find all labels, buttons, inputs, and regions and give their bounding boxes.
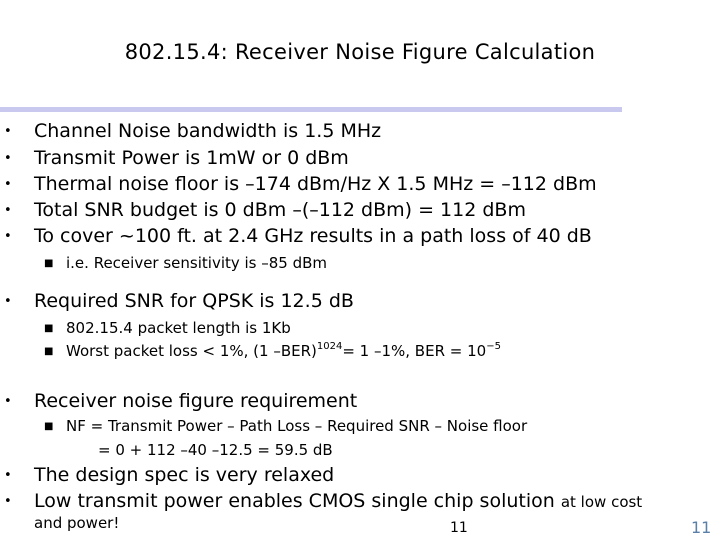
sub-bullet-text: NF = Transmit Power – Path Loss – Required SNR – Noise floor <box>66 417 528 435</box>
bullet-text: Thermal noise floor is –174 dBm/Hz X 1.5 MHz = –112 dBm <box>34 173 597 195</box>
page-number-corner: 11 <box>691 518 712 537</box>
bullet-text: Receiver noise figure requirement <box>34 390 358 412</box>
sub-bullet-item <box>44 318 291 339</box>
bullet-icon: • <box>4 494 12 509</box>
bullet-icon: • <box>4 124 12 139</box>
bullet-item <box>4 199 526 222</box>
square-bullet-icon: ■ <box>44 421 54 432</box>
sub-bullet-continuation: = 0 + 112 –40 –12.5 = 59.5 dB <box>98 441 333 459</box>
bullet-text: Total SNR budget is 0 dBm –(–112 dBm) = 112 dBm <box>34 199 526 221</box>
bullet-icon: • <box>4 394 12 409</box>
bullet-item <box>4 120 381 143</box>
sub-bullet-text-mid: = 1 –1%, BER = 10 <box>342 342 487 360</box>
slide-title: 802.15.4: Receiver Noise Figure Calculation <box>124 40 596 64</box>
sub-bullet-item <box>44 253 327 274</box>
sub-bullet-text: i.e. Receiver sensitivity is –85 dBm <box>66 254 328 272</box>
bullet-icon: • <box>4 203 12 218</box>
bullet-item <box>4 464 334 487</box>
square-bullet-icon: ■ <box>44 346 54 357</box>
bullet-text: Low transmit power enables CMOS single chip solution <box>34 490 555 512</box>
bullet-icon: • <box>4 177 12 192</box>
bullet-icon: • <box>4 229 12 244</box>
title-divider <box>0 107 622 112</box>
bullet-icon: • <box>4 294 12 309</box>
bullet-text: To cover ~100 ft. at 2.4 GHz results in a path loss of 40 dB <box>34 225 592 247</box>
sub-bullet-item <box>44 341 501 362</box>
exponent: 1024 <box>316 341 343 352</box>
square-bullet-icon: ■ <box>44 258 54 269</box>
bullet-text-tail: at low cost <box>560 493 643 511</box>
bullet-text: The design spec is very relaxed <box>34 464 335 486</box>
square-bullet-icon: ■ <box>44 323 54 334</box>
bullet-icon: • <box>4 468 12 483</box>
bullet-item <box>4 490 642 513</box>
exponent: −5 <box>486 341 501 352</box>
bullet-item <box>4 147 349 170</box>
sub-bullet-text-pre: Worst packet loss < 1%, (1 –BER) <box>66 342 317 360</box>
bullet-text: Transmit Power is 1mW or 0 dBm <box>34 147 349 169</box>
bullet-continuation: and power! <box>34 514 120 532</box>
bullet-item <box>4 290 354 313</box>
bullet-text: Channel Noise bandwidth is 1.5 MHz <box>34 120 382 142</box>
page-number: 11 <box>450 520 468 536</box>
bullet-icon: • <box>4 151 12 166</box>
bullet-item <box>4 225 592 248</box>
bullet-text: Required SNR for QPSK is 12.5 dB <box>34 290 354 312</box>
sub-bullet-text: 802.15.4 packet length is 1Kb <box>66 319 291 337</box>
sub-bullet-item <box>44 416 527 437</box>
bullet-item <box>4 173 597 196</box>
bullet-item <box>4 390 357 413</box>
